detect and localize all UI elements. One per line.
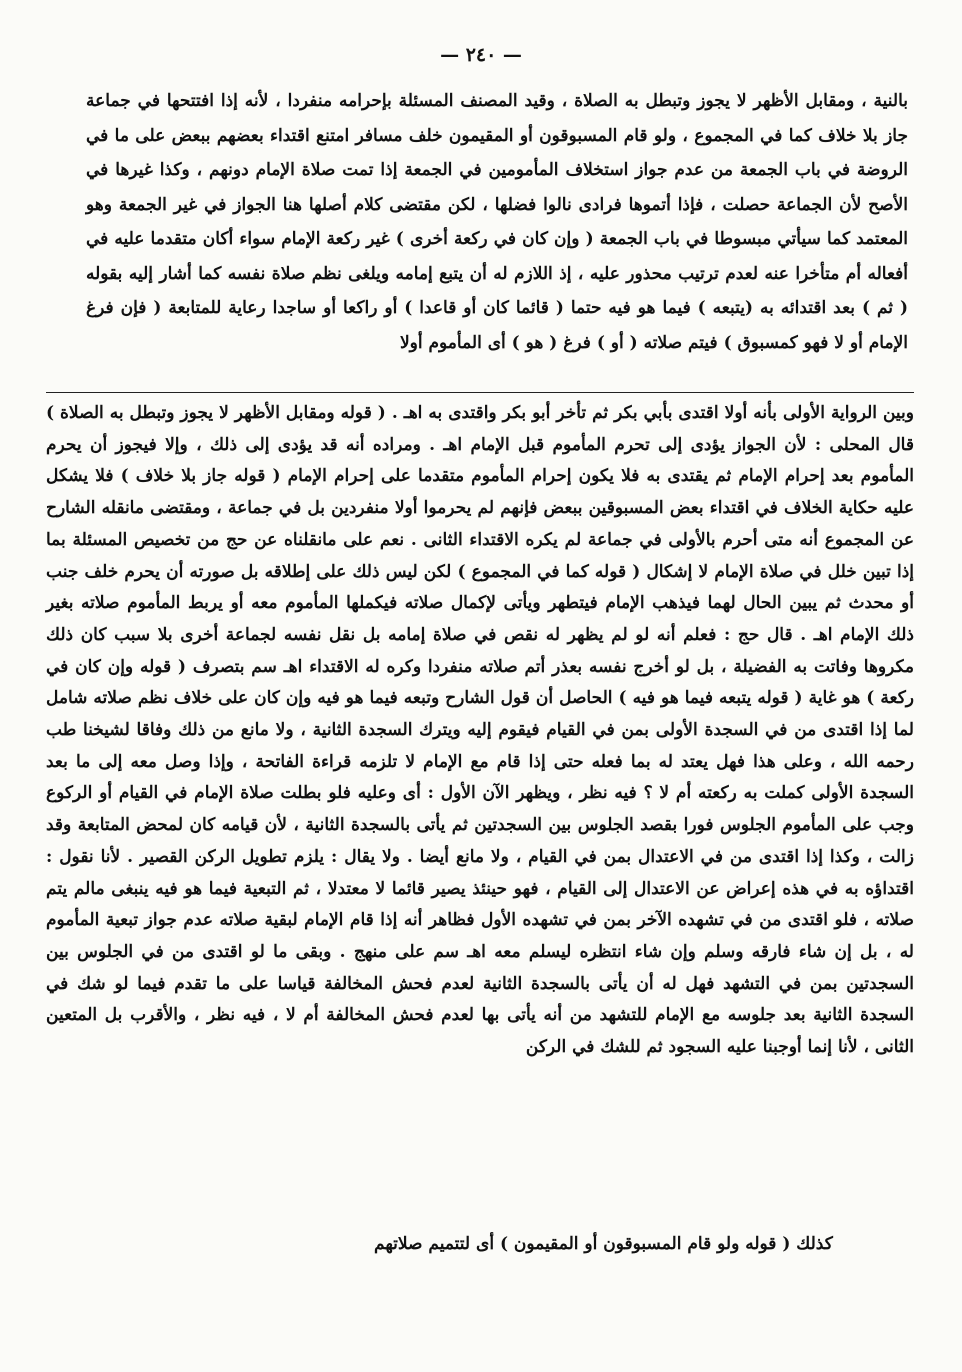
catchword-line: كذلك ( قوله ولو قام المسبوقون أو المقيمون ) أى لتتميم صلاتهم (374, 1234, 833, 1254)
main-text-paragraph: بالنية ، ومقابل الأظهر لا يجوز وتبطل به الصلاة ، وقيد المصنف المسئلة بإحرامه منفردا ، لأنه إذا افتتحها في جماعة جاز بلا خلاف كما في المجموع ، ولو قام المسبوقون أو المقيمون خلف مسافر امتنع اقتداء بعضهم ببعض على ما في الروضة في باب الجمعة من عدم جواز استخلاف المأمومين في الجمعة إذا تمت صلاة الإمام دونهم ، وكذا غيرها في الأصح لأن الجماعة حصلت ، فإذا أتموها فرادى نالوا فضلها ، لكن مقتضى كلام أصلها هنا الجواز في غير الجمعة وهو المعتمد كما سيأتي مبسوطا في باب الجمعة ( وإن كان في ركعة أخرى ) غير ركعة الإمام سواء أكان متقدما عليه في أفعاله أم متأخرا عنه لعدم ترتيب محذور عليه ، إذ اللازم له أن يتبع إمامه ويلغى نظم صلاة نفسه كما أشار إليه بقوله ( ثم ) بعد اقتدائه به (يتبعه ) فيما هو فيه حتما ( قائما كان أو قاعدا ) أو راكعا أو ساجدا رعاية للمتابعة ( فإن فرغ الإمام أو لا فهو كمسبوق ) فيتم صلاته ( أو ) فرغ ( هو ) أى المأموم أولا (86, 91, 908, 353)
commentary-paragraph: وبين الرواية الأولى بأنه أولا اقتدى بأبي بكر ثم تأخر أبو بكر واقتدى به اهـ . ( قوله ومقابل الأظهر لا يجوز وتبطل به الصلاة ) قال المحلى : لأن الجواز يؤدى إلى تحرم المأموم قبل الإمام اهـ . ومراده أنه قد يؤدى إلى ذلك ، وإلا فيجوز أن يحرم المأموم بعد إحرام الإمام ثم يقتدى به فلا يكون إحرام المأموم متقدما على إحرام الإمام ( قوله جاز بلا خلاف ) فلا يشكل عليه حكاية الخلاف في اقتداء بعض المسبوقين ببعض فإنهم لم يحرموا أولا منفردين بل في جماعة ، ومقتضى مانقله الشارح عن المجموع أنه متى أحرم بالأولى في جماعة لم يكره الاقتداء الثانى . نعم على مانقلناه عن حج من تخصيص المسئلة بما إذا تبين خلل في صلاة الإمام لا إشكال ( قوله كما في المجموع ) لكن ليس ذلك على إطلاقه بل صورته أن يحرم خلف جنب أو محدث ثم يبين الحال لهما فيذهب الإمام فيتطهر ويأتى لإكمال صلاته فيكملها المأموم معه أو يربط المأموم صلاته بغير ذلك الإمام اهـ . قال حج : فعلم أنه لو لم يظهر له نقص في صلاة إمامه بل نقل نفسه لجماعة أخرى بلا سبب كان ذلك مكروها وفاتت به الفضيلة ، بل لو أخرج نفسه بعذر أتم صلاته منفردا وكره له الاقتداء اهـ سم بتصرف ( قوله وإن كان في ركعة ) هو غاية ( قوله يتبعه فيما هو فيه ) الحاصل أن قول الشارح وتبعه فيما هو فيه وإن كان على خلاف نظم صلاته شامل لما إذا اقتدى من في السجدة الأولى بمن في القيام فيقوم إليه ويترك السجدة الثانية ، ولا مانع من ذلك وفاقا لشيخنا طب رحمه الله ، وعلى هذا فهل يعتد له بما فعله حتى إذا قام مع الإمام لا تلزمه قراءة الفاتحة ، وإذا وصل معه إلى ما بعد السجدة الأولى كملت به ركعته أم لا ؟ فيه نظر ، ويظهر الآن الأول : أى وعليه فلو بطلت صلاة الإمام في القيام أو الركوع وجب على المأموم الجلوس فورا بقصد الجلوس بين السجدتين ثم يأتى بالسجدة الثانية ، لأن قيامه كان لمحض المتابعة وقد زالت ، وكذا إذا اقتدى من في الاعتدال بمن في القيام ، ولا مانع أيضا . ولا يقال : يلزم تطويل الركن القصير . لأنا نقول : اقتداؤه به في هذه إعراض عن الاعتدال إلى القيام ، فهو حينئذ يصير قائما لا معتدلا ، ثم التبعية فيما هو فيه ينبغى مالم يتم صلاته ، فلو اقتدى من في تشهده الآخر بمن في تشهده الأول فظاهر أنه إذا قام الإمام لبقية صلاته عدم جواز تبعية المأموم له ، بل إن شاء فارقه وسلم وإن شاء انتظره ليسلم معه اهـ سم على منهج . وبقى ما لو اقتدى من في الجلوس بين السجدتين بمن في التشهد فهل له أن يأتى بالسجدة الثانية لعدم فحش المخالفة قياسا على ما تقدم فيما لو شك في السجدة الثانية بعد جلوسه مع الإمام للتشهد من أنه يأتى بها لعدم فحش المخالفة أم لا ، فيه نظر ، والأقرب بل المتعين الثانى ، لأنا إنما أوجبنا عليه السجود ثم للشك في الركن (46, 403, 914, 1058)
page-number: — ٢٤٠ — (440, 44, 522, 66)
main-text (86, 84, 908, 360)
commentary-footnote (46, 398, 914, 1064)
footnote-separator (46, 392, 914, 393)
